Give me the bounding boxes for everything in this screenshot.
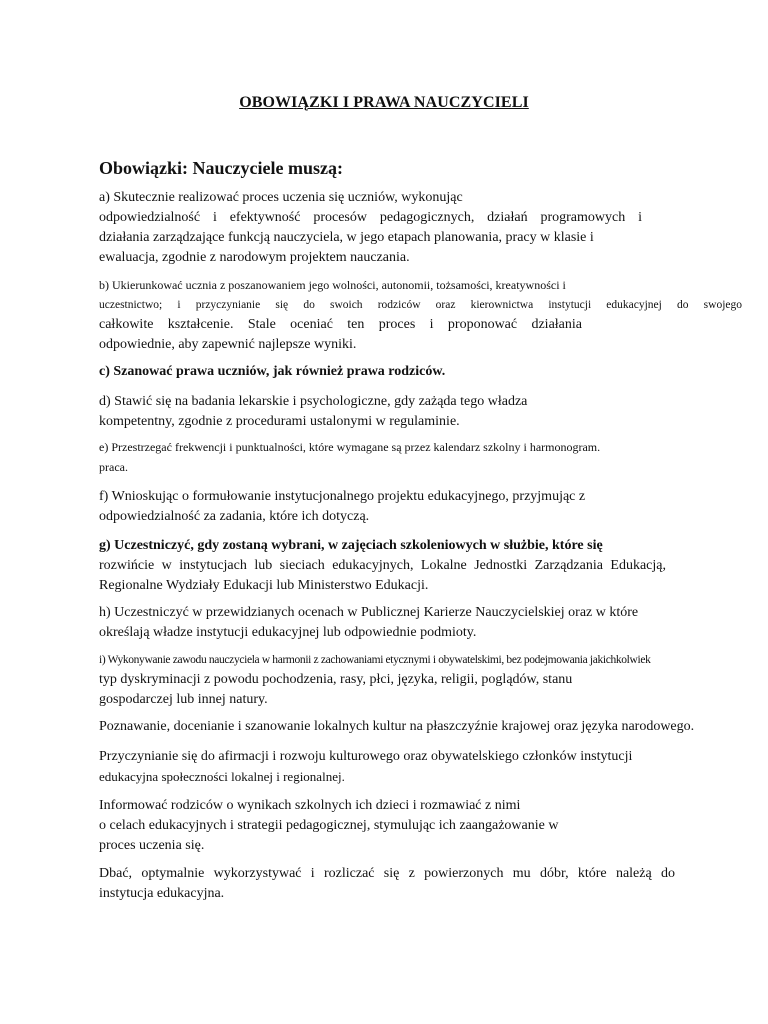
paragraph-b [99,275,742,355]
paragraph-line: b) Ukierunkować ucznia z poszanowaniem jego wolności, autonomii, tożsamości, kreatywności i [99,278,566,292]
paragraph-line: c) Szanować prawa uczniów, jak również prawa rodziców. [99,364,446,379]
paragraph-line: odpowiedzialność i efektywność procesów pedagogicznych, działań programowych i [99,210,642,225]
paragraph-line: uczestnictwo; i przyczynianie się do swoich rodziców oraz kierownictwa instytucji edukacyjnej do swojego [99,299,742,311]
paragraph-f [99,487,675,527]
paragraph-affirmation [99,747,675,787]
document-title: OBOWIĄZKI I PRAWA NAUCZYCIELI [239,94,529,111]
paragraph-line: d) Stawić się na badania lekarskie i psychologiczne, gdy zażąda tego władza [99,394,528,409]
section-heading: Obowiązki: Nauczyciele muszą: [99,158,343,178]
paragraph-line: odpowiednie, aby zapewnić najlepsze wyniki. [99,337,357,352]
paragraph-line: odpowiedzialność za zadania, które ich dotyczą. [99,509,370,524]
paragraph-line: Regionalne Wydziały Edukacji lub Ministerstwo Edukacji. [99,578,429,593]
paragraph-d [99,392,675,432]
paragraph-g [99,536,675,596]
paragraph-e [99,437,675,477]
paragraph-line: praca. [99,460,128,474]
paragraph-line: działania zarządzające funkcją nauczyciela, w jego etapach planowania, pracy w klasie i [99,230,594,245]
paragraph-line: e) Przestrzegać frekwencji i punktualności, które wymagane są przez kalendarz szkolny i harmonogram. [99,440,601,454]
paragraph-line: Poznawanie, docenianie i szanowanie lokalnych kultur na płaszczyźnie krajowej oraz języka narodowego. [99,719,695,734]
paragraph-line: określają władze instytucji edukacyjnej lub odpowiednie podmioty. [99,625,477,640]
paragraph-line: całkowite kształcenie. Stale oceniać ten proces i proponować działania [99,317,582,332]
paragraph-line: h) Uczestniczyć w przewidzianych ocenach w Publicznej Karierze Nauczycielskiej oraz w które [99,605,639,620]
paragraph-line: Informować rodziców o wynikach szkolnych ich dzieci i rozmawiać z nimi [99,798,521,813]
paragraph-h [99,603,675,643]
paragraph-line: gospodarczej lub innej natury. [99,692,268,707]
paragraph-line: kompetentny, zgodnie z procedurami ustalonymi w regulaminie. [99,414,460,429]
paragraph-line: a) Skutecznie realizować proces uczenia się uczniów, wykonując [99,190,463,205]
paragraph-c [99,362,675,382]
paragraph-line: o celach edukacyjnych i strategii pedagogicznej, stymulując ich zaangażowanie w [99,818,559,833]
paragraph-line: g) Uczestniczyć, gdy zostaną wybrani, w zajęciach szkoleniowych w służbie, które się [99,538,603,553]
paragraph-a [99,188,675,268]
paragraph-culture [99,717,695,737]
paragraph-line: edukacyjna społeczności lokalnej i regionalnej. [99,769,345,784]
paragraph-line: i) Wykonywanie zawodu nauczyciela w harmonii z zachowaniami etycznymi i obywatelskimi, bez podejmowania jakichkolwiek [99,654,651,666]
paragraph-line: typ dyskryminacji z powodu pochodzenia, rasy, płci, języka, religii, poglądów, stanu [99,672,573,687]
paragraph-line: rozwińcie w instytucjach lub sieciach edukacyjnych, Lokalne Jednostki Zarządzania Edukacją, [99,558,666,573]
paragraph-line: Dbać, optymalnie wykorzystywać i rozliczać się z powierzonych mu dóbr, które należą do [99,866,675,881]
paragraph-assets [99,864,675,904]
paragraph-line: ewaluacja, zgodnie z narodowym projektem nauczania. [99,250,410,265]
paragraph-line: f) Wnioskując o formułowanie instytucjonalnego projektu edukacyjnego, przyjmując z [99,489,586,504]
paragraph-line: instytucja edukacyjna. [99,886,225,901]
paragraph-i [99,650,675,710]
paragraph-line: Przyczynianie się do afirmacji i rozwoju kulturowego oraz obywatelskiego członków instytucji [99,749,633,764]
paragraph-parents [99,796,675,856]
paragraph-line: proces uczenia się. [99,838,205,853]
